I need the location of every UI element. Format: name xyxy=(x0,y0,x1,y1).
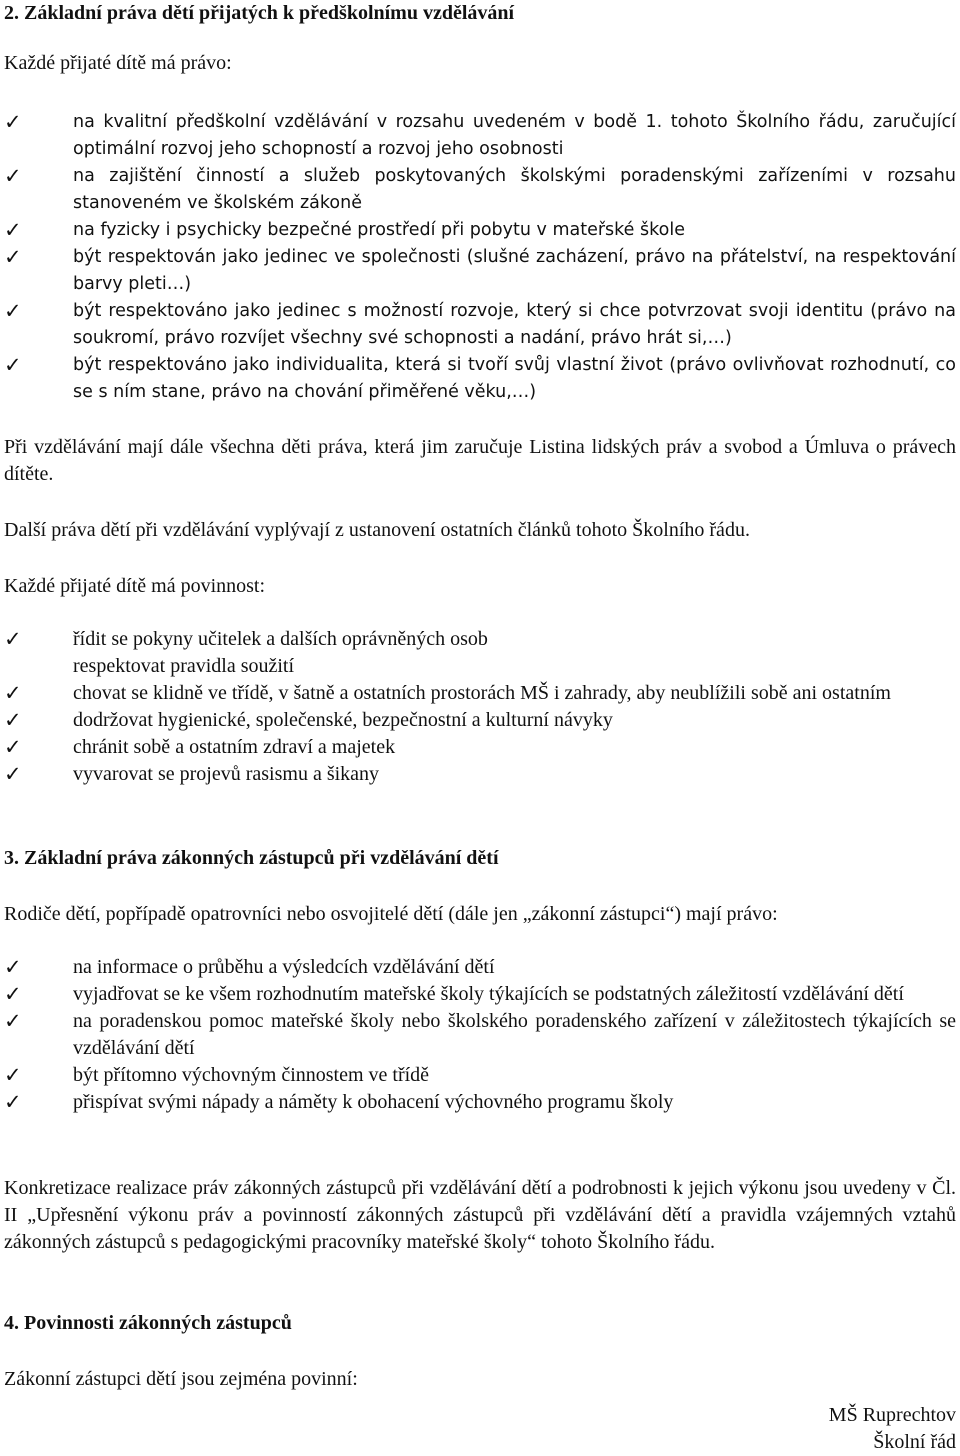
check-icon: ✓ xyxy=(4,218,22,242)
check-icon: ✓ xyxy=(4,353,22,377)
rights-intro: Každé přijaté dítě má právo: xyxy=(4,52,232,74)
check-icon: ✓ xyxy=(4,164,22,188)
check-icon: ✓ xyxy=(4,735,22,759)
list-item: ✓ na fyzicky i psychicky bezpečné prostředí při pobytu v mateřské škole xyxy=(4,218,685,242)
list-item: ✓ být respektováno jako individualita, která si tvoří svůj vlastní život (právo ovlivňovat rozhodnutí, co se s ním stane, právo na chování přiměřené věku,…) xyxy=(4,353,956,402)
further-rights-paragraph: Další práva dětí při vzdělávání vyplývají z ustanovení ostatních článků tohoto Školního řádu. xyxy=(4,519,750,541)
list-item: ✓ na kvalitní předškolní vzdělávání v rozsahu uvedeném v bodě 1. tohoto Školního řádu, zaručující optimální rozvoj jeho schopností a rozvoj jeho osobnosti xyxy=(4,110,956,159)
check-icon: ✓ xyxy=(4,762,22,786)
list-item: ✓ vyjadřovat se ke všem rozhodnutím mateřské školy týkajících se podstatných záležitostí vzdělávání dětí xyxy=(4,982,904,1006)
check-icon: ✓ xyxy=(4,1090,22,1114)
list-item: ✓ chránit sobě a ostatním zdraví a majetek xyxy=(4,735,396,759)
check-icon: ✓ xyxy=(4,708,22,732)
check-icon: ✓ xyxy=(4,955,22,979)
implementation-paragraph: Konkretizace realizace práv zákonných zástupců při vzdělávání dětí a podrobnosti k jejich výkonu jsou uvedeny v Čl. II „Upřesnění výkonu práv a povinností zákonných zástupců při vzdělávání dětí a pravidla vzájemných vztahů zákonných zástupců s pedagogickými pracovníky mateřské školy“ tohoto Školního řádu. xyxy=(4,1177,956,1253)
list-item: ✓ na informace o průběhu a výsledcích vzdělávání dětí xyxy=(4,955,495,979)
list-item: ✓ na poradenskou pomoc mateřské školy nebo školského poradenského zařízení v záležitostech týkajících se vzdělávání dětí xyxy=(4,1009,956,1059)
child-duties-list xyxy=(0,626,956,788)
guardian-rights-list xyxy=(0,954,956,1116)
duties-intro: Každé přijaté dítě má povinnost: xyxy=(4,575,266,597)
document-name: Školní řád xyxy=(873,1431,956,1453)
check-icon: ✓ xyxy=(4,110,22,134)
guardians-duties-intro: Zákonní zástupci dětí jsou zejména povinní: xyxy=(4,1368,358,1390)
check-icon: ✓ xyxy=(4,245,22,269)
check-icon: ✓ xyxy=(4,1063,22,1087)
check-icon: ✓ xyxy=(4,299,22,323)
check-icon: ✓ xyxy=(4,982,22,1006)
guardians-rights-intro: Rodiče dětí, popřípadě opatrovníci nebo osvojitelé dětí (dále jen „zákonní zástupci“) mají právo: xyxy=(4,903,778,925)
list-item: ✓ na zajištění činností a služeb poskytovaných školskými poradenskými zařízeními v rozsahu stanoveném ve školském zákoně xyxy=(4,164,956,213)
footer-signature xyxy=(829,1402,956,1456)
section-4-heading: 4. Povinnosti zákonných zástupců xyxy=(4,1312,292,1334)
school-name: MŠ Ruprechtov xyxy=(828,1404,956,1426)
list-item: ✓ řídit se pokyny učitelek a dalších oprávněných osob respektovat pravidla soužití xyxy=(4,627,488,677)
check-icon: ✓ xyxy=(4,681,22,705)
section-3-heading: 3. Základní práva zákonných zástupců při vzdělávání dětí xyxy=(4,847,499,869)
check-icon: ✓ xyxy=(4,627,22,651)
section-2-heading: 2. Základní práva dětí přijatých k předškolnímu vzdělávání xyxy=(4,2,515,24)
list-item: ✓ být respektováno jako jedinec s možností rozvoje, který si chce potvrzovat svoji identitu (právo na soukromí, právo rozvíjet všechny své schopnosti a nadání, právo hrát si,…) xyxy=(4,299,956,348)
list-item: ✓ chovat se klidně ve třídě, v šatně a ostatních prostorách MŠ i zahrady, aby neublížili sobě ani ostatním xyxy=(4,681,891,705)
list-item: ✓ být přítomno výchovným činnostem ve třídě xyxy=(4,1063,430,1087)
list-item: ✓ vyvarovat se projevů rasismu a šikany xyxy=(4,762,380,786)
list-item: ✓ být respektován jako jedinec ve společnosti (slušné zacházení, právo na přátelství, na respektování barvy pleti…) xyxy=(4,245,956,294)
list-item: ✓ dodržovat hygienické, společenské, bezpečnostní a kulturní návyky xyxy=(4,708,613,732)
list-item: ✓ přispívat svými nápady a náměty k obohacení výchovného programu školy xyxy=(4,1090,674,1114)
check-icon: ✓ xyxy=(4,1009,22,1033)
child-rights-list xyxy=(0,109,956,406)
listina-paragraph: Při vzdělávání mají dále všechna děti práva, která jim zaručuje Listina lidských práv a svobod a Úmluva o právech dítěte. xyxy=(4,436,956,485)
